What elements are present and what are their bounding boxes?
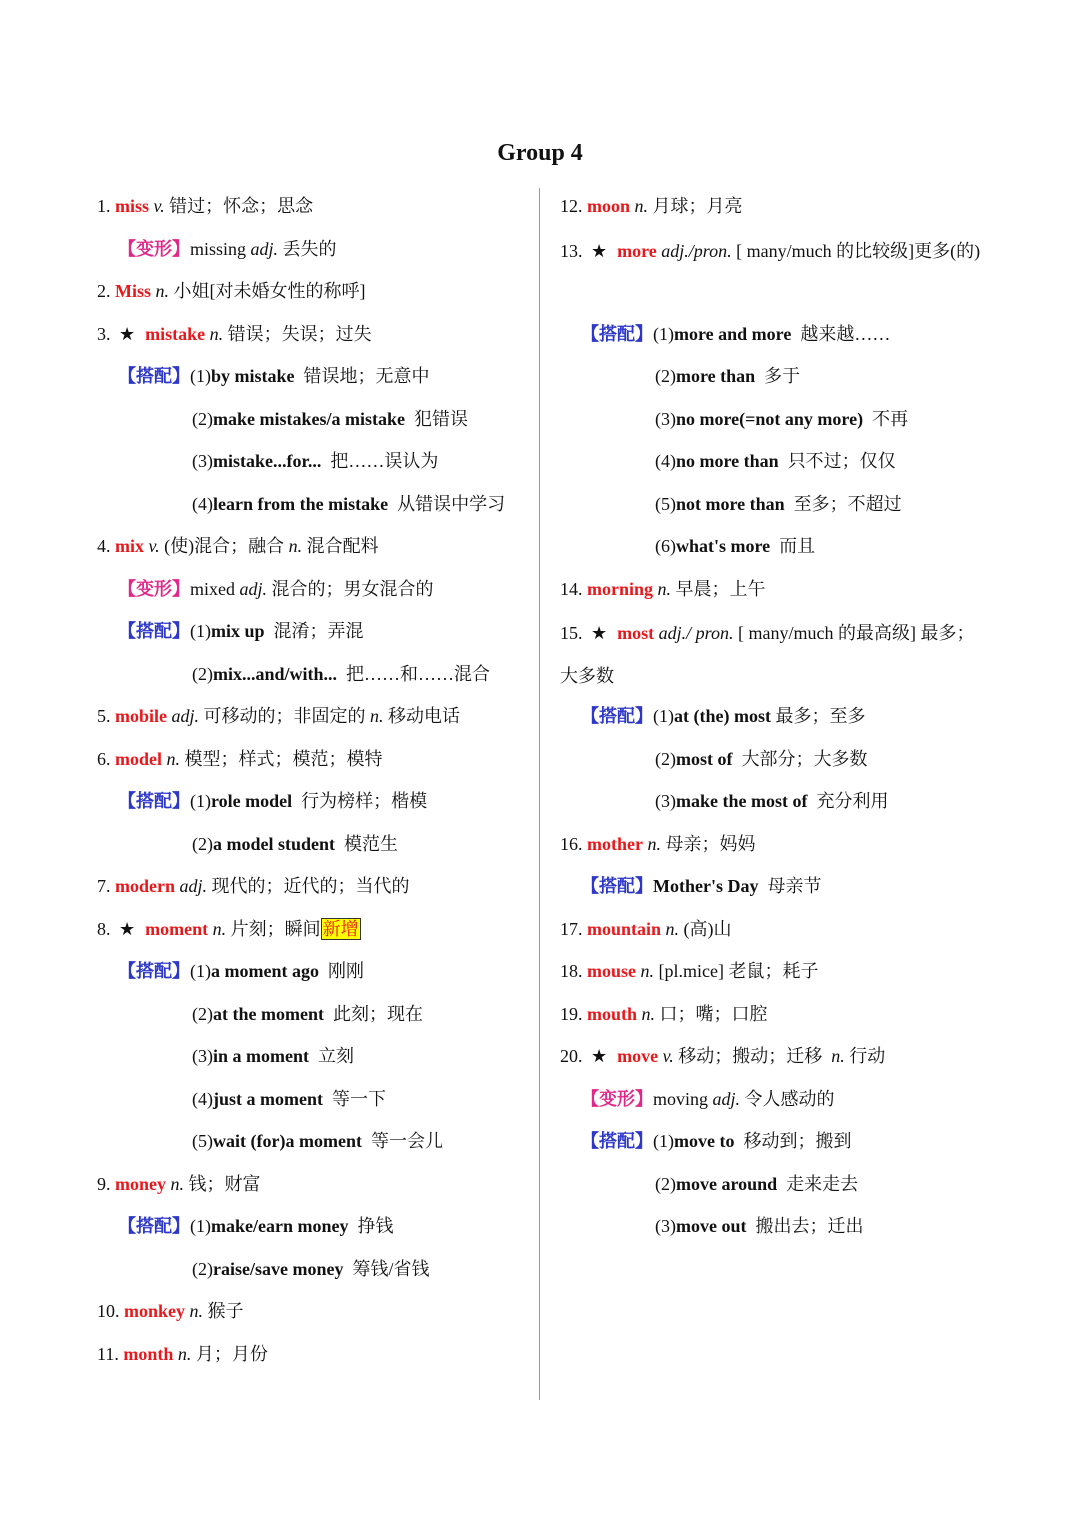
part-of-speech: n. xyxy=(657,578,672,599)
definition: 混合的；男女混合的 xyxy=(271,578,434,599)
definition: 移动到；搬到 xyxy=(743,1131,852,1151)
headword: modern xyxy=(115,876,175,896)
item-number: (3) xyxy=(192,451,213,471)
definition: [ many/much 的比较级]更多(的) xyxy=(736,240,981,261)
collocation-line xyxy=(560,485,990,528)
column-divider xyxy=(539,188,540,1400)
definition: 可移动的；非固定的 xyxy=(203,706,366,726)
item-number: (2) xyxy=(192,833,213,854)
entry-number: 2. xyxy=(97,281,111,301)
part-of-speech: adj. xyxy=(712,1088,741,1109)
entry-modern xyxy=(97,867,529,910)
part-of-speech: adj. xyxy=(171,706,200,726)
entry-mountain xyxy=(560,910,990,953)
phrase: raise/save money xyxy=(213,1258,344,1279)
phrase: learn from the mistake xyxy=(213,493,389,514)
part-of-speech: n. xyxy=(177,1343,192,1364)
definition: 走来走去 xyxy=(786,1173,859,1194)
entry-most xyxy=(560,612,990,697)
definition: (高)山 xyxy=(683,918,732,939)
item-number: (1) xyxy=(190,961,211,981)
collocation-line xyxy=(97,1250,529,1293)
entry-mouse xyxy=(560,952,990,995)
collocation-tag: 【搭配】 xyxy=(118,366,190,386)
part-of-speech: n. xyxy=(166,748,180,769)
definition: 小姐[对未婚女性的称呼] xyxy=(173,281,366,301)
definition: [pl.mice] 老鼠；耗子 xyxy=(658,961,819,981)
item-number: (1) xyxy=(190,1216,211,1236)
right-column xyxy=(560,187,990,1250)
entry-morning xyxy=(560,570,990,613)
part-of-speech: n. xyxy=(212,918,227,939)
definition: 月球；月亮 xyxy=(652,196,743,216)
headword: model xyxy=(115,748,162,769)
definition: 模型；样式；模范；模特 xyxy=(184,748,383,769)
entry-number: 19. xyxy=(560,1003,583,1024)
headword: Miss xyxy=(115,281,151,301)
collocation-tag: 【搭配】 xyxy=(118,621,190,641)
collocation-line xyxy=(97,952,529,995)
headword: monkey xyxy=(124,1301,186,1321)
form-line xyxy=(560,1080,990,1123)
item-number: (2) xyxy=(655,748,676,769)
definition: 此刻；现在 xyxy=(332,1003,423,1024)
collocation-line xyxy=(97,400,529,443)
definition: 母亲；妈妈 xyxy=(665,833,756,854)
item-number: (2) xyxy=(192,408,213,429)
part-of-speech: n. xyxy=(831,1046,845,1066)
definition: 钱；财富 xyxy=(188,1173,261,1194)
part-of-speech: n. xyxy=(647,833,661,854)
form-tag: 【变形】 xyxy=(581,1088,653,1109)
entry-number: 8. xyxy=(97,918,111,939)
part-of-speech: adj. xyxy=(250,238,279,259)
definition: 母亲节 xyxy=(767,876,822,896)
item-number: (2) xyxy=(192,1003,213,1024)
item-number: (2) xyxy=(192,663,213,684)
phrase: make/earn money xyxy=(211,1216,349,1236)
form-line xyxy=(97,230,529,273)
entry-monkey xyxy=(97,1292,529,1335)
collocation-line xyxy=(560,442,990,485)
definition: 最多；至多 xyxy=(775,706,866,726)
definition: 充分利用 xyxy=(816,791,889,811)
collocation-line xyxy=(560,315,990,358)
phrase: wait (for)a moment xyxy=(213,1131,362,1151)
collocation-tag: 【搭配】 xyxy=(118,791,190,811)
collocation-line xyxy=(97,612,529,655)
definition: 从错误中学习 xyxy=(397,493,506,514)
phrase: by mistake xyxy=(211,366,295,386)
star-icon: ★ xyxy=(591,1046,608,1066)
definition: 移动电话 xyxy=(388,706,461,726)
form-word: missing xyxy=(190,238,247,259)
collocation-line xyxy=(560,1165,990,1208)
collocation-line xyxy=(560,867,990,910)
entry-number: 12. xyxy=(560,196,583,216)
definition: 立刻 xyxy=(318,1046,354,1066)
item-number: (4) xyxy=(192,493,213,514)
entry-month xyxy=(97,1335,529,1378)
item-number: (3) xyxy=(655,791,676,811)
form-line xyxy=(97,570,529,613)
headword: moment xyxy=(145,918,209,939)
part-of-speech: n. xyxy=(288,536,303,556)
headword: mother xyxy=(587,833,643,854)
definition: 筹钱/省钱 xyxy=(352,1258,430,1279)
star-icon: ★ xyxy=(119,323,136,344)
collocation-line xyxy=(97,655,529,698)
entry-number: 13. xyxy=(560,240,583,261)
definition: 模范生 xyxy=(344,833,399,854)
part-of-speech: n. xyxy=(170,1173,184,1194)
definition: 片刻；瞬间 xyxy=(230,918,321,939)
part-of-speech: n. xyxy=(189,1301,204,1321)
new-badge: 新增 xyxy=(322,918,359,939)
entry-mix xyxy=(97,527,529,570)
definition: 而且 xyxy=(779,536,816,556)
collocation-tag: 【搭配】 xyxy=(581,323,653,344)
entry-number: 7. xyxy=(97,876,111,896)
definition: 把……误认为 xyxy=(330,451,439,471)
headword: move xyxy=(617,1046,659,1066)
entry-number: 11. xyxy=(97,1343,119,1364)
item-number: (1) xyxy=(653,1131,674,1151)
definition: 刚刚 xyxy=(327,961,364,981)
part-of-speech: adj./pron. xyxy=(661,240,732,261)
definition: [ many/much 的最高级] 最多；大多数 xyxy=(560,623,975,686)
entry-number: 6. xyxy=(97,748,111,769)
definition: 搬出去；迁出 xyxy=(755,1216,864,1236)
collocation-line xyxy=(97,995,529,1038)
definition: 月；月份 xyxy=(195,1343,268,1364)
phrase: what's more xyxy=(676,536,771,556)
headword: mouth xyxy=(587,1003,638,1024)
part-of-speech: v. xyxy=(662,1046,674,1066)
entry-number: 5. xyxy=(97,706,111,726)
definition: 等一下 xyxy=(332,1088,386,1109)
star-icon: ★ xyxy=(591,623,608,643)
phrase: just a moment xyxy=(213,1088,323,1109)
item-number: (5) xyxy=(655,493,676,514)
left-column xyxy=(97,187,529,1377)
phrase: make the most of xyxy=(676,791,808,811)
phrase: role model xyxy=(211,791,293,811)
entry-move xyxy=(560,1037,990,1080)
item-number: (4) xyxy=(655,451,676,471)
item-number: (1) xyxy=(653,323,674,344)
collocation-tag: 【搭配】 xyxy=(118,1216,190,1236)
star-icon: ★ xyxy=(591,240,608,261)
definition: 错误地；无意中 xyxy=(303,366,430,386)
item-number: (3) xyxy=(192,1046,213,1066)
entry-number: 20. xyxy=(560,1046,583,1066)
entry-number: 18. xyxy=(560,961,583,981)
part-of-speech: n. xyxy=(155,281,169,301)
entry-mouth xyxy=(560,995,990,1038)
headword: morning xyxy=(587,578,654,599)
headword: mistake xyxy=(145,323,206,344)
definition: 越来越…… xyxy=(800,323,891,344)
headword: mouse xyxy=(587,961,636,981)
item-number: (2) xyxy=(655,1173,676,1194)
definition: 现代的；近代的；当代的 xyxy=(211,876,410,896)
part-of-speech: v. xyxy=(148,536,160,556)
collocation-line xyxy=(560,740,990,783)
definition: 猴子 xyxy=(207,1301,244,1321)
headword: mix xyxy=(115,536,144,556)
headword: more xyxy=(617,240,657,261)
entry-miss xyxy=(97,187,529,230)
definition: 令人感动的 xyxy=(744,1088,835,1109)
headword: miss xyxy=(115,196,150,216)
definition: 混合配料 xyxy=(306,536,379,556)
definition: 行动 xyxy=(849,1046,886,1066)
headword: mountain xyxy=(587,918,662,939)
phrase: Mother's Day xyxy=(653,876,759,896)
item-number: (2) xyxy=(192,1258,213,1279)
part-of-speech: adj. xyxy=(179,876,208,896)
entry-number: 1. xyxy=(97,196,111,216)
collocation-line xyxy=(97,442,529,485)
phrase: mix up xyxy=(211,621,265,641)
definition: 不再 xyxy=(872,408,909,429)
definition: 把……和……混合 xyxy=(346,663,491,684)
phrase: no more(=not any more) xyxy=(676,408,864,429)
collocation-tag: 【搭配】 xyxy=(581,1131,653,1151)
entry-more xyxy=(560,230,990,315)
item-number: (2) xyxy=(655,366,676,386)
collocation-line xyxy=(560,357,990,400)
collocation-line xyxy=(97,825,529,868)
phrase: at (the) most xyxy=(674,706,771,726)
phrase: make mistakes/a mistake xyxy=(213,408,405,429)
entry-number: 14. xyxy=(560,578,583,599)
collocation-line xyxy=(97,1122,529,1165)
item-number: (3) xyxy=(655,408,676,429)
collocation-line xyxy=(97,485,529,528)
entry-number: 10. xyxy=(97,1301,120,1321)
entry-mother xyxy=(560,825,990,868)
collocation-line xyxy=(560,697,990,740)
star-icon: ★ xyxy=(119,918,136,939)
collocation-line xyxy=(560,400,990,443)
entry-moment xyxy=(97,910,529,953)
entry-miss-title xyxy=(97,272,529,315)
collocation-line xyxy=(97,357,529,400)
definition: 等一会儿 xyxy=(370,1131,443,1151)
entry-number: 17. xyxy=(560,918,583,939)
phrase: a model student xyxy=(213,833,336,854)
definition: 错误；失误；过失 xyxy=(227,323,372,344)
phrase: more and more xyxy=(674,323,792,344)
part-of-speech: n. xyxy=(665,918,680,939)
entry-moon xyxy=(560,187,990,230)
form-word: mixed xyxy=(190,578,235,599)
collocation-line xyxy=(97,1037,529,1080)
entry-number: 4. xyxy=(97,536,111,556)
collocation-tag: 【搭配】 xyxy=(581,706,653,726)
definition: 口；嘴；口腔 xyxy=(659,1003,768,1024)
entry-model xyxy=(97,740,529,783)
definition: 早晨；上午 xyxy=(675,578,766,599)
collocation-line xyxy=(97,1207,529,1250)
phrase: move to xyxy=(674,1131,735,1151)
definition: 丢失的 xyxy=(282,238,337,259)
entry-mistake xyxy=(97,315,529,358)
headword: moon xyxy=(587,196,631,216)
item-number: (1) xyxy=(190,621,211,641)
headword: money xyxy=(115,1173,166,1194)
page-title: Group 4 xyxy=(497,140,583,166)
collocation-tag: 【搭配】 xyxy=(581,876,653,896)
phrase: not more than xyxy=(676,493,785,514)
definition: 混淆；弄混 xyxy=(273,621,364,641)
part-of-speech: n. xyxy=(640,961,654,981)
definition: 行为榜样；楷模 xyxy=(301,791,428,811)
phrase: no more than xyxy=(676,451,779,471)
collocation-line xyxy=(560,1122,990,1165)
collocation-line xyxy=(97,782,529,825)
item-number: (1) xyxy=(190,791,211,811)
headword: most xyxy=(617,623,655,643)
phrase: more than xyxy=(676,366,756,386)
entry-number: 9. xyxy=(97,1173,111,1194)
collocation-tag: 【搭配】 xyxy=(118,961,190,981)
entry-mobile xyxy=(97,697,529,740)
definition: 挣钱 xyxy=(357,1216,394,1236)
phrase: move around xyxy=(676,1173,778,1194)
collocation-line xyxy=(560,527,990,570)
definition: 移动；搬动；迁移 xyxy=(678,1046,823,1066)
collocation-line xyxy=(560,782,990,825)
phrase: move out xyxy=(676,1216,747,1236)
definition: 至多；不超过 xyxy=(793,493,902,514)
entry-number: 3. xyxy=(97,323,111,344)
entry-number: 16. xyxy=(560,833,583,854)
item-number: (1) xyxy=(653,706,674,726)
phrase: most of xyxy=(676,748,733,769)
form-word: moving xyxy=(653,1088,709,1109)
collocation-line xyxy=(560,1207,990,1250)
part-of-speech: adj. xyxy=(239,578,268,599)
definition: 错过；怀念；思念 xyxy=(169,196,314,216)
part-of-speech: n. xyxy=(641,1003,656,1024)
item-number: (4) xyxy=(192,1088,213,1109)
headword: month xyxy=(123,1343,174,1364)
definition: 犯错误 xyxy=(414,408,468,429)
definition: 大部分；大多数 xyxy=(741,748,868,769)
phrase: mistake...for... xyxy=(213,451,322,471)
item-number: (5) xyxy=(192,1131,213,1151)
part-of-speech: n. xyxy=(209,323,224,344)
item-number: (1) xyxy=(190,366,211,386)
definition: 只不过；仅仅 xyxy=(787,451,896,471)
form-tag: 【变形】 xyxy=(118,238,190,259)
entry-number: 15. xyxy=(560,623,583,643)
item-number: (3) xyxy=(655,1216,676,1236)
entry-money xyxy=(97,1165,529,1208)
phrase: at the moment xyxy=(213,1003,324,1024)
phrase: mix...and/with... xyxy=(213,663,338,684)
part-of-speech: n. xyxy=(370,706,384,726)
part-of-speech: adj./ pron. xyxy=(658,623,734,643)
form-tag: 【变形】 xyxy=(118,578,190,599)
definition: (使)混合；融合 xyxy=(164,536,285,556)
definition: 多于 xyxy=(764,366,801,386)
phrase: a moment ago xyxy=(211,961,319,981)
phrase: in a moment xyxy=(213,1046,309,1066)
collocation-line xyxy=(97,1080,529,1123)
item-number: (6) xyxy=(655,536,676,556)
headword: mobile xyxy=(115,706,167,726)
part-of-speech: n. xyxy=(634,196,649,216)
part-of-speech: v. xyxy=(153,196,165,216)
